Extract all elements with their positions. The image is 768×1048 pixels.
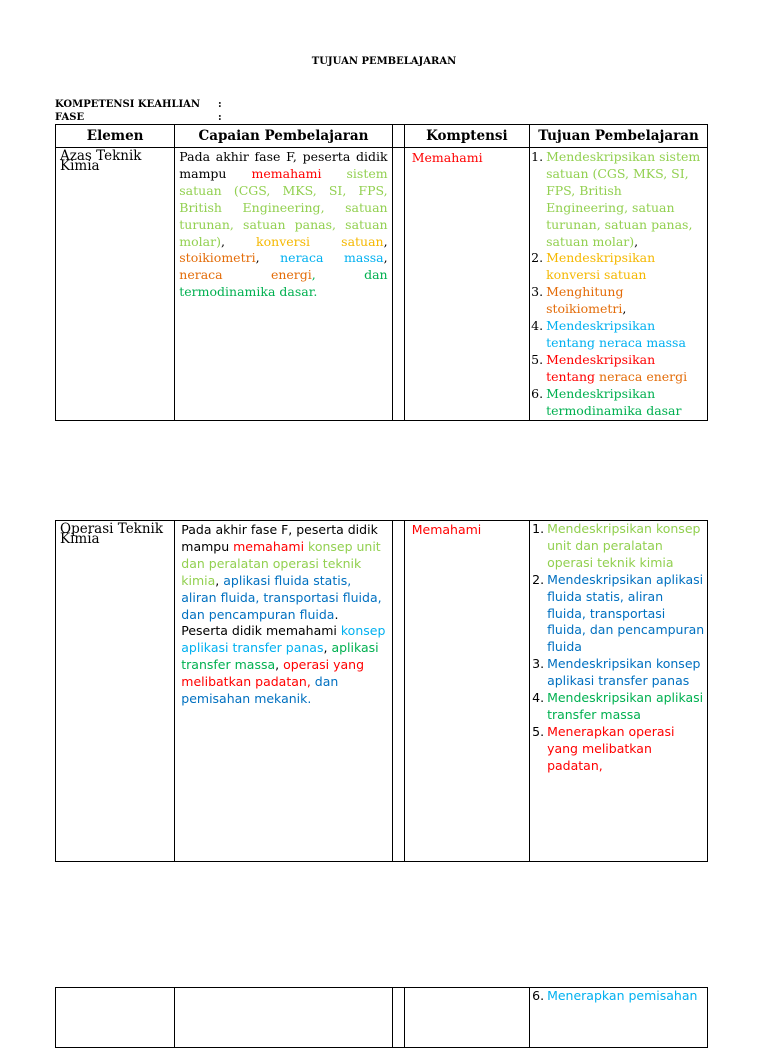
text-run: operasi yang melibatkan padatan, [181,657,365,690]
objective-item [530,318,705,352]
kompetensi-cell: Memahami [404,148,529,421]
objective-number: 2. [531,250,544,266]
objective-number: 3. [531,284,544,300]
objective-number: 3. [532,656,545,672]
text-run: , [220,233,257,249]
objective-number: 6. [532,988,545,1003]
spacer-cell [392,988,404,1048]
text-run: dan pemisahan mekanik. [181,674,339,707]
text-run: . Peserta didik memahami [181,606,341,639]
objective-item [530,250,705,284]
text-run: Mendeskripsikan aplikasi fluida statis, aliran fluida, transportasi fluida, dan pencampuran fluida [547,571,705,655]
objective-text [547,724,705,775]
objective-number: 1. [532,521,545,536]
objective-number: 4. [531,318,544,334]
objective-text [547,988,705,1005]
objective-text [546,352,705,386]
kompetensi-keahlian-label [55,99,222,110]
learning-objectives-table-1 [55,124,708,421]
text-run: konsep unit dan peralatan operasi teknik kimia [181,538,381,588]
objective-number: 5. [532,723,545,739]
text-run: , [634,233,639,249]
objective-text [547,521,705,572]
document-title: TUJUAN PEMBELAJARAN [311,56,457,67]
objective-text [546,318,705,352]
text-run: Mendeskripsikan aplikasi transfer massa [547,690,704,722]
text-run: aplikasi fluida statis, aliran fluida, transportasi fluida, dan pencampuran fluida [181,572,382,622]
text-run: , [215,572,224,588]
tujuan-cell [530,148,708,421]
fase-colon: : [218,112,222,123]
text-run: Menerapkan pemisahan [547,988,698,1003]
objective-number: 4. [532,690,545,706]
text-run: Menerapkan operasi yang melibatkan padatan, [547,723,675,773]
objective-text [546,284,705,318]
objective-number: 2. [532,571,545,587]
table-row [56,148,708,421]
text-run: , dan termodinamika dasar. [179,267,388,300]
header-elemen: Elemen [56,125,175,148]
text-run: Pada akhir fase F, peserta didik mampu [179,149,388,181]
text-run: , [383,233,388,249]
objective-text [546,149,705,250]
text-run: , [622,301,627,317]
header-spacer [392,125,404,148]
objective-item [530,149,705,250]
text-run: Mendeskripsikan konsep unit dan peralatan operasi teknik kimia [547,521,701,570]
spacer-cell [392,521,404,862]
capaian-cell [175,521,392,862]
objective-item [530,572,705,657]
text-run: konversi satuan [256,233,384,249]
objective-text [547,690,705,724]
objective-text [546,386,705,420]
text-run: Menghitung stoikiometri [546,284,624,317]
header-capaian: Capaian Pembelajaran [175,125,392,148]
tujuan-cell [530,521,708,862]
text-run: , [255,250,281,266]
elemen-cell [56,988,175,1048]
capaian-cell [175,148,392,421]
text-run: stoikiometri [179,250,256,266]
text-run: Mendeskripsikan tentang neraca massa [546,318,686,350]
tujuan-cell [530,988,708,1048]
text-run: neraca massa [280,250,384,266]
header-tujuan: Tujuan Pembelajaran [530,125,708,148]
text-run: neraca energi [595,368,688,384]
objective-item [530,386,705,420]
objective-item [530,690,705,724]
header-kompetensi: Komptensi [404,125,529,148]
objective-text [547,572,705,657]
objective-item [530,521,705,572]
text-run: konsep aplikasi transfer panas [181,623,386,656]
fase-label-text: FASE [55,112,85,123]
kompetensi-colon: : [218,99,222,110]
kompetensi-label-text: KOMPETENSI KEAHLIAN [55,99,201,110]
text-run: neraca energi [179,267,312,283]
text-run: Mendeskripsikan sistem satuan (CGS, MKS, SI, FPS, British Engineering, satuan turunan, satuan panas, satuan molar) [546,149,701,249]
learning-objectives-table-2 [55,520,708,862]
kompetensi-cell [404,988,529,1048]
objective-number: 1. [531,149,544,164]
text-run: Mendeskripsikan termodinamika dasar [546,385,682,418]
text-run: , [323,640,332,656]
objective-item [530,724,705,775]
text-run: aplikasi transfer massa [181,640,379,673]
learning-objectives-table-3 [55,987,708,1048]
objective-text [546,250,705,284]
objective-item [530,656,705,690]
kompetensi-cell: Memahami [404,521,529,862]
spacer-cell [392,148,404,421]
elemen-cell: Azas Teknik Kimia [56,148,175,421]
text-run: Mendeskripsikan konversi satuan [546,250,656,283]
fase-label [55,112,222,123]
text-run: Mendeskripsikan konsep aplikasi transfer panas [547,656,701,689]
objective-item [530,988,705,1005]
table-row [56,521,708,862]
text-run: Pada akhir fase F, peserta didik mampu [181,522,378,554]
text-run: memahami [233,538,305,554]
text-run: Mendeskripsikan tentang [546,351,656,384]
text-run: , [383,250,388,266]
text-run: memahami [251,165,322,181]
objective-item [530,284,705,318]
table-header-row [56,125,708,148]
text-run: , [275,657,284,673]
objective-text [547,656,705,690]
table-row [56,988,708,1048]
objective-number: 6. [531,385,544,401]
objective-number: 5. [531,351,544,367]
text-run: sistem satuan (CGS, MKS, SI, FPS, British Engineering, satuan turunan, satuan panas, satuan molar) [179,165,388,249]
elemen-cell: Operasi Teknik Kimia [56,521,175,862]
objective-item [530,352,705,386]
capaian-cell [175,988,392,1048]
